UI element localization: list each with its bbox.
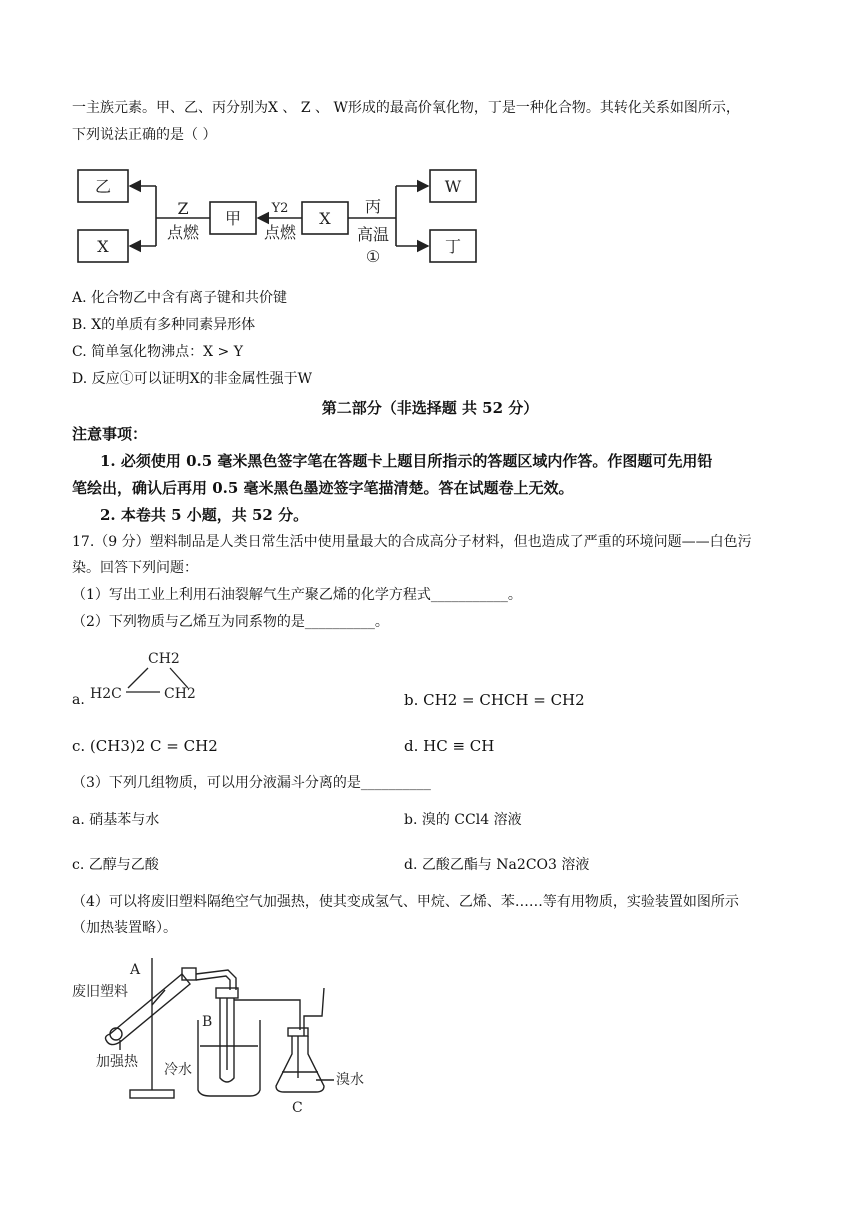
q17-stem-line1: 17.（9 分）塑料制品是人类日常生活中使用量最大的合成高分子材料，但也造成了严重的环境问题——白色污	[72, 534, 752, 550]
q17-sub3-b: b. 溴的 CCl4 溶液	[404, 812, 522, 828]
label-b: B	[202, 1014, 213, 1030]
conversion-diagram	[70, 160, 510, 275]
box-x-mid-text: X	[319, 209, 331, 228]
q16-option-c: C. 简单氢化物沸点：X > Y	[72, 344, 243, 360]
q16-stem-line2: 下列说法正确的是（ ）	[72, 127, 217, 143]
label-bromine-water: 溴水	[336, 1072, 364, 1088]
notice-title: 注意事项：	[72, 425, 148, 443]
q17-stem-line2: 染。回答下列问题：	[72, 560, 198, 576]
q16-option-b: B. X的单质有多种同素异形体	[72, 317, 256, 333]
q17-sub2-c: c. (CH3)2 C = CH2	[72, 737, 218, 755]
label-circle-1: ①	[365, 247, 381, 266]
label-dianran-1: 点燃	[166, 223, 200, 242]
label-cold-water: 冷水	[164, 1062, 192, 1078]
notice-1-line2: 笔绘出，确认后再用 0.5 毫米黑色墨迹签字笔描清楚。答在试题卷上无效。	[72, 479, 574, 497]
q17-sub1: （1）写出工业上利用石油裂解气生产聚乙烯的化学方程式___________。	[72, 587, 522, 603]
q17-sub3: （3）下列几组物质，可以用分液漏斗分离的是__________	[72, 775, 431, 791]
q17-sub2-a-label: a.	[72, 692, 85, 708]
part2-heading: 第二部分（非选择题 共 52 分）	[321, 399, 539, 417]
q17-sub4-line2: （加热装置略）。	[72, 920, 177, 936]
cyclopropane-structure	[88, 646, 218, 706]
box-yi-text: 乙	[94, 177, 112, 196]
label-z: Z	[177, 199, 189, 218]
q17-sub4-line1: （4）可以将废旧塑料隔绝空气加强热，使其变成氢气、甲烷、乙烯、苯……等有用物质，实验装置如图所示	[72, 894, 739, 910]
q17-sub3-c: c. 乙醇与乙酸	[72, 857, 159, 873]
label-waste-plastic: 废旧塑料	[72, 984, 128, 1000]
q17-sub2: （2）下列物质与乙烯互为同系物的是__________。	[72, 614, 389, 630]
q17-sub2-b: b. CH2 = CHCH = CH2	[404, 691, 585, 709]
q16-option-a: A. 化合物乙中含有离子键和共价键	[72, 290, 288, 306]
label-gaowen: 高温	[356, 225, 390, 244]
apparatus-diagram	[70, 950, 370, 1120]
q17-sub3-d: d. 乙酸乙酯与 Na2CO3 溶液	[404, 857, 590, 873]
cyclopropane-right: CH2	[164, 686, 196, 702]
box-x-left-text: X	[97, 237, 109, 256]
notice-1-line1: 1. 必须使用 0.5 毫米黑色签字笔在答题卡上题目所指示的答题区域内作答。作图题可先用铅	[100, 452, 713, 470]
q16-stem-line1: 一主族元素。甲、乙、丙分别为X 、 Z 、 W形成的最高价氧化物，丁是一种化合物。其转化关系如图所示，	[72, 100, 740, 116]
cyclopropane-left: H2C	[90, 686, 122, 702]
box-jia-text: 甲	[224, 209, 242, 228]
label-bing: 丙	[364, 197, 382, 216]
notice-2: 2. 本卷共 5 小题，共 52 分。	[100, 506, 309, 524]
label-heat: 加强热	[96, 1054, 138, 1070]
box-w-text: W	[444, 177, 462, 196]
label-y2: Y2	[271, 201, 289, 216]
label-c: C	[292, 1100, 303, 1116]
q17-sub2-d: d. HC ≡ CH	[404, 737, 495, 755]
q17-sub3-a: a. 硝基苯与水	[72, 812, 160, 828]
q16-option-d: D. 反应①可以证明X的非金属性强于W	[72, 371, 312, 387]
label-a: A	[130, 962, 141, 978]
label-dianran-2: 点燃	[263, 223, 297, 242]
box-ding-text: 丁	[444, 237, 462, 256]
cyclopropane-top: CH2	[148, 651, 180, 667]
